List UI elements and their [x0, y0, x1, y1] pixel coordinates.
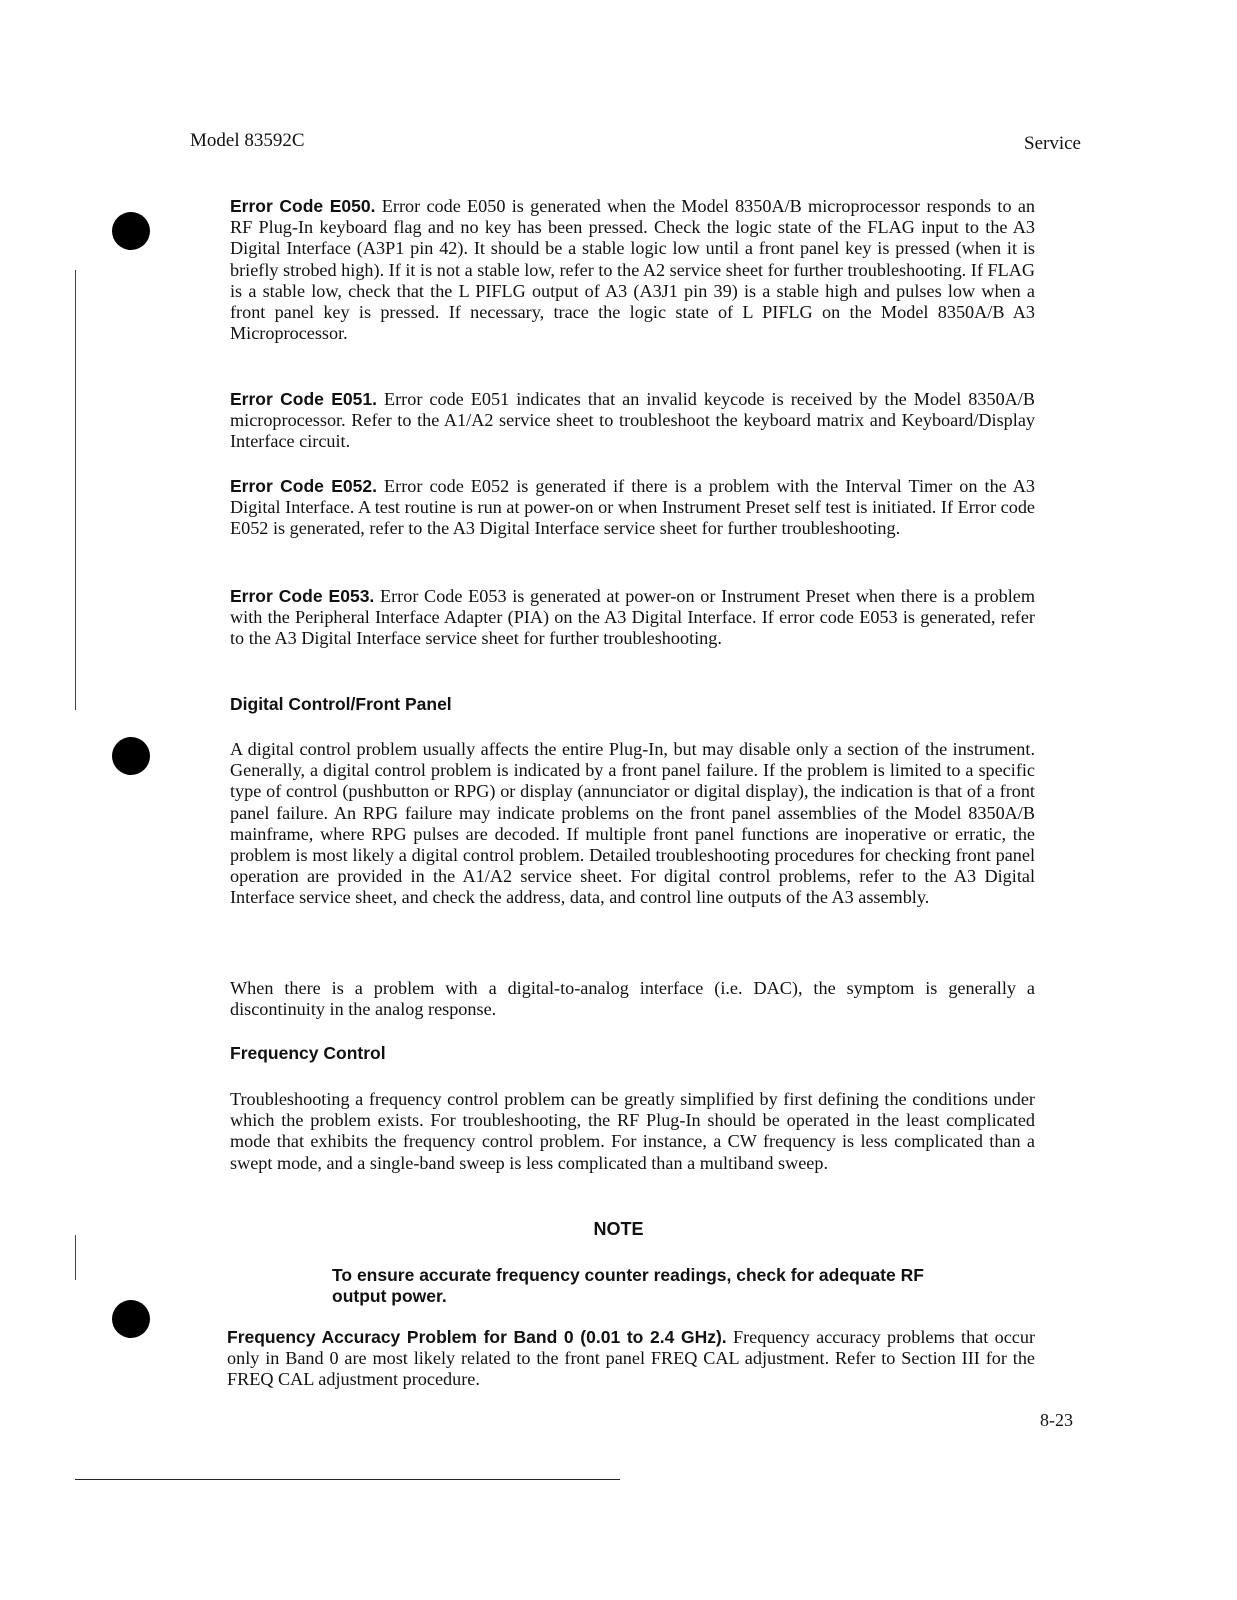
page-header-section: Service [1024, 133, 1081, 154]
error-e052-paragraph [230, 476, 1035, 540]
page-number: 8-23 [1040, 1410, 1073, 1430]
note-text: To ensure accurate frequency counter readings, check for adequate RF output power. [332, 1265, 924, 1306]
error-e053-paragraph [230, 586, 1035, 650]
band0-text: Frequency accuracy problems that occur only in Band 0 are most likely related to the front panel FREQ CAL adjustment. Refer to Section III for the FREQ CAL adjustment procedure. [227, 1327, 1035, 1390]
error-e052-text: Error code E052 is generated if there is a problem with the Interval Timer on the A3 Digital Interface. A test routine is run at power-on or when Instrument Preset self test is initiated. If Error code E052 is generated, refer to the A3 Digital Interface service sheet for further troubleshooting. [230, 476, 1036, 539]
error-e050-paragraph [230, 196, 1035, 344]
error-e053-title: Error Code E053. [230, 586, 375, 606]
error-e051-paragraph [230, 389, 1035, 453]
error-e050-text: Error code E050 is generated when the Model 8350A/B microprocessor responds to an RF Plug-In keyboard flag and no key has been pressed. Check the logic state of the FLAG input to the A3 Digital Interface (A3P1 pin 42). It should be a stable logic low until a front panel key is pressed (when it is briefly strobed high). If it is not a stable low, refer to the A2 service sheet for further troubleshooting. If FLAG is a stable low, check that the L PIFLG output of A3 (A3J1 pin 39) is a stable high and pulses low when a front panel key is pressed. If necessary, trace the logic state of L PIFLG on the Model 8350A/B A3 Microprocessor. [230, 196, 1036, 344]
error-e052-title: Error Code E052. [230, 476, 377, 496]
error-e051-title: Error Code E051. [230, 389, 377, 409]
margin-line [75, 270, 76, 710]
margin-line [75, 1235, 76, 1280]
digital-control-heading: Digital Control/Front Panel [230, 694, 452, 714]
bottom-rule [75, 1479, 620, 1480]
dac-paragraph: When there is a problem with a digital-to-analog interface (i.e. DAC), the symptom is generally a discontinuity in the analog response. [230, 978, 1035, 1020]
binder-hole [112, 212, 150, 250]
binder-hole [112, 737, 150, 775]
error-e051-text: Error code E051 indicates that an invalid keycode is received by the Model 8350A/B microprocessor. Refer to the A1/A2 service sheet to troubleshoot the keyboard matrix and Keyboard/Display Interface circuit. [230, 389, 1035, 452]
page-header-model: Model 83592C [190, 130, 305, 151]
frequency-control-heading: Frequency Control [230, 1043, 386, 1063]
digital-control-paragraph: A digital control problem usually affects the entire Plug-In, but may disable only a section of the instrument. Generally, a digital control problem is indicated by a front panel failure. If the problem is limited to a specific type of control (pushbutton or RPG) or display (annunciator or digital display), the indication is that of a front panel failure. An RPG failure may indicate problems on the front panel assemblies of the Model 8350A/B mainframe, where RPG pulses are decoded. If multiple front panel functions are inoperative or erratic, the problem is most likely a digital control problem. Detailed troubleshooting procedures for checking front panel operation are provided in the A1/A2 service sheet. For digital control problems, refer to the A3 Digital Interface service sheet, and check the address, data, and control line outputs of the A3 assembly. [230, 739, 1035, 908]
frequency-control-paragraph: Troubleshooting a frequency control problem can be greatly simplified by first defining the conditions under which the problem exists. For troubleshooting, the RF Plug-In should be operated in the least complicated mode that exhibits the frequency control problem. For instance, a CW frequency is less complicated than a swept mode, and a single-band sweep is less complicated than a multiband sweep. [230, 1089, 1035, 1173]
band0-title: Frequency Accuracy Problem for Band 0 (0.01 to 2.4 GHz). [227, 1327, 727, 1347]
binder-hole [112, 1300, 150, 1338]
error-e050-title: Error Code E050. [230, 196, 376, 216]
note-title: NOTE [593, 1219, 644, 1239]
band0-paragraph [227, 1327, 1035, 1391]
error-e053-text: Error Code E053 is generated at power-on or Instrument Preset when there is a problem with the Peripheral Interface Adapter (PIA) on the A3 Digital Interface. If error code E053 is generated, refer to the A3 Digital Interface service sheet for further troubleshooting. [230, 586, 1036, 649]
